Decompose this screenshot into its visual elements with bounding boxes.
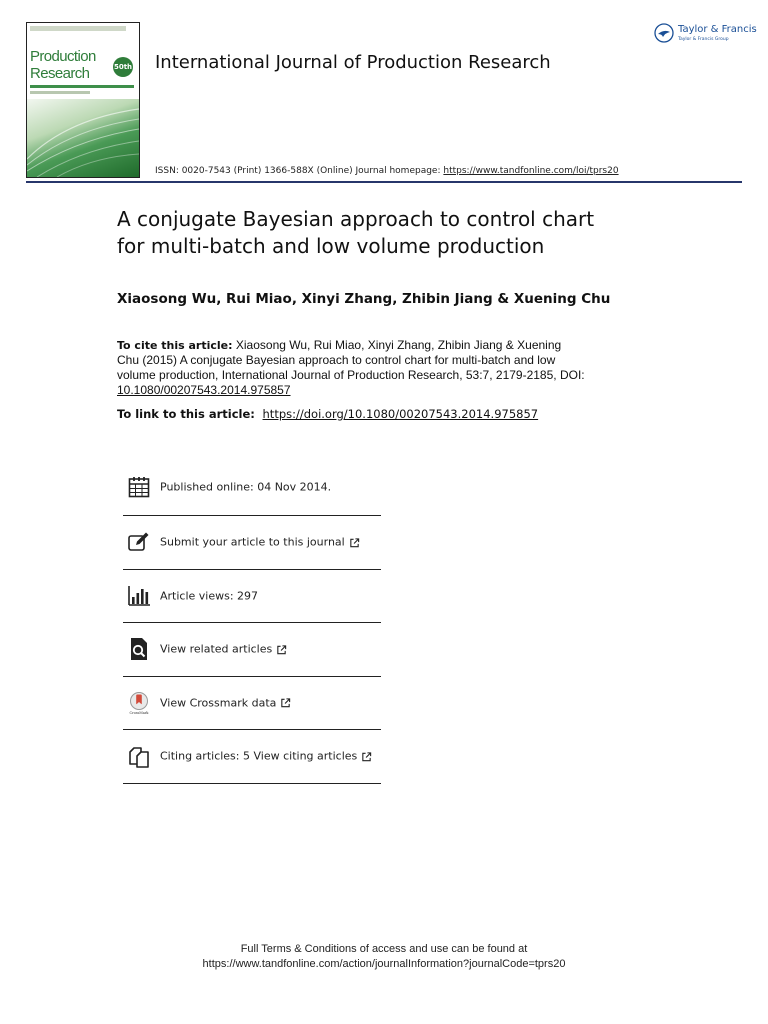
cover-title-line1: Production <box>30 48 96 65</box>
article-title-line1: A conjugate Bayesian approach to control chart <box>117 207 595 231</box>
journal-cover <box>26 22 140 178</box>
journal-title: International Journal of Production Research <box>155 52 551 73</box>
external-link-icon <box>276 644 287 655</box>
publisher-name: Taylor & Francis <box>678 24 757 35</box>
publisher-logo[interactable] <box>654 22 757 46</box>
cover-band <box>30 85 134 88</box>
bar-chart-icon <box>127 584 151 608</box>
terms-footer-url[interactable]: https://www.tandfonline.com/action/journalInformation?journalCode=tprs20 <box>202 958 566 970</box>
citation-line3: volume production, International Journal of Production Research, 53:7, 2179-2185, DOI: <box>117 368 585 382</box>
related-articles-row[interactable] <box>123 623 381 677</box>
article-views-text: Article views: 297 <box>160 589 259 603</box>
article-link-row <box>117 407 538 421</box>
published-online-row <box>123 458 381 516</box>
cover-artwork <box>27 99 139 177</box>
citing-documents-icon <box>127 744 151 768</box>
issn-text: ISSN: 0020-7543 (Print) 1366-588X (Online) Journal homepage: <box>155 166 441 176</box>
external-link-icon <box>361 751 372 762</box>
journal-homepage-link[interactable]: https://www.tandfonline.com/loi/tprs20 <box>443 166 619 176</box>
citation-line1: Xiaosong Wu, Rui Miao, Xinyi Zhang, Zhibin Jiang & Xuening <box>235 338 562 352</box>
edit-pencil-icon <box>127 530 151 554</box>
citation-block <box>117 338 617 398</box>
citation-label: To cite this article: <box>117 339 233 352</box>
external-link-icon <box>349 537 360 548</box>
cover-title-line2: Research <box>30 65 90 82</box>
citation-doi-link[interactable]: 10.1080/00207543.2014.975857 <box>117 383 291 397</box>
header-divider <box>26 181 742 183</box>
crossmark-link[interactable] <box>160 696 291 709</box>
external-link-icon <box>280 698 291 709</box>
article-link-label: To link to this article: <box>117 407 255 421</box>
article-views-row <box>123 570 381 624</box>
citing-articles-link[interactable] <box>160 750 372 763</box>
issn-line <box>155 166 619 176</box>
cover-anniversary-badge: 50th <box>113 57 133 77</box>
crossmark-icon <box>127 691 151 715</box>
article-info-panel <box>123 458 381 784</box>
related-articles-link[interactable] <box>160 643 287 656</box>
citing-articles-row[interactable] <box>123 730 381 784</box>
submit-article-text: Submit your article to this journal <box>160 535 345 549</box>
crossmark-icon-label: CrossMark <box>129 710 149 715</box>
article-title-line2: for multi-batch and low volume production <box>117 234 545 258</box>
article-title <box>117 206 657 260</box>
article-doi-url[interactable]: https://doi.org/10.1080/00207543.2014.975857 <box>262 407 539 421</box>
submit-article-link[interactable] <box>160 536 360 549</box>
related-articles-text: View related articles <box>160 642 273 656</box>
submit-article-row[interactable] <box>123 516 381 570</box>
published-online-text: Published online: 04 Nov 2014. <box>160 480 332 493</box>
publisher-group: Taylor & Francis Group <box>678 37 729 42</box>
calendar-icon <box>127 475 151 499</box>
citing-articles-text: Citing articles: 5 View citing articles <box>160 749 358 763</box>
article-authors: Xiaosong Wu, Rui Miao, Xinyi Zhang, Zhibin Jiang & Xuening Chu <box>117 291 611 307</box>
cover-top-bar <box>30 26 126 31</box>
crossmark-row[interactable] <box>123 677 381 731</box>
document-search-icon <box>127 637 151 661</box>
citation-line2: Chu (2015) A conjugate Bayesian approach to control chart for multi-batch and low <box>117 353 556 367</box>
cover-subtitle-bar <box>30 91 90 94</box>
terms-footer-line1: Full Terms & Conditions of access and use can be found at <box>240 943 528 955</box>
crossmark-text: View Crossmark data <box>160 696 277 710</box>
terms-footer <box>0 942 768 972</box>
taylor-francis-logo-icon <box>654 23 674 43</box>
